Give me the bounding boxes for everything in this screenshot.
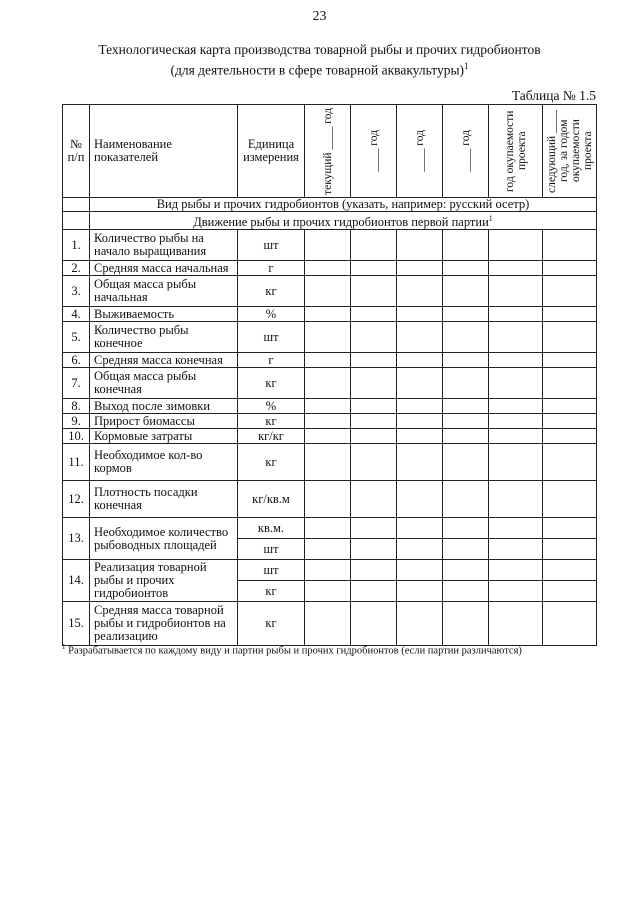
row-unit: кг bbox=[238, 414, 305, 429]
value-cell[interactable] bbox=[489, 322, 543, 353]
value-cell[interactable] bbox=[489, 444, 543, 481]
row-num: 4. bbox=[63, 307, 90, 322]
section-movement bbox=[90, 212, 597, 230]
value-cell[interactable] bbox=[351, 230, 397, 261]
value-cell[interactable] bbox=[543, 602, 597, 646]
value-cell[interactable] bbox=[397, 353, 443, 368]
table-row bbox=[63, 429, 597, 444]
row-num: 9. bbox=[63, 414, 90, 429]
value-cell[interactable] bbox=[543, 444, 597, 481]
value-cell[interactable] bbox=[351, 307, 397, 322]
table-row bbox=[63, 307, 597, 322]
row-num: 1. bbox=[63, 230, 90, 261]
footnote-text: Разрабатывается по каждому виду и партии рыбы и прочих гидробионтов (если партии различаются) bbox=[68, 645, 522, 657]
title-line-1: Технологическая карта производства товарной рыбы и прочих гидробионтов bbox=[98, 42, 541, 57]
tech-card-table bbox=[62, 104, 597, 646]
row-unit: кг bbox=[238, 581, 305, 602]
value-cell[interactable] bbox=[543, 353, 597, 368]
row-unit: % bbox=[238, 399, 305, 414]
row-num: 14. bbox=[63, 560, 90, 602]
value-cell[interactable] bbox=[305, 602, 351, 646]
table-row bbox=[63, 444, 597, 481]
value-cell[interactable] bbox=[397, 518, 443, 539]
header-num: № п/п bbox=[63, 105, 90, 198]
header-year-4: ____ год bbox=[459, 130, 472, 172]
value-cell[interactable] bbox=[305, 581, 351, 602]
value-cell[interactable] bbox=[443, 560, 489, 581]
value-cell[interactable] bbox=[397, 560, 443, 581]
row-unit: кг bbox=[238, 444, 305, 481]
value-cell[interactable] bbox=[351, 322, 397, 353]
section-row bbox=[63, 212, 597, 230]
table-row bbox=[63, 261, 597, 276]
value-cell[interactable] bbox=[305, 322, 351, 353]
value-cell[interactable] bbox=[443, 261, 489, 276]
value-cell[interactable] bbox=[443, 353, 489, 368]
value-cell[interactable] bbox=[489, 560, 543, 581]
row-name: Общая масса рыбы начальная bbox=[90, 276, 238, 307]
section-species: Вид рыбы и прочих гидробионтов (указать, например: русский осетр) bbox=[90, 198, 597, 212]
page-title bbox=[0, 42, 639, 79]
row-name: Средняя масса конечная bbox=[90, 353, 238, 368]
row-unit: % bbox=[238, 307, 305, 322]
header-year-3: ____ год bbox=[413, 130, 426, 172]
value-cell[interactable] bbox=[489, 414, 543, 429]
value-cell[interactable] bbox=[543, 307, 597, 322]
value-cell[interactable] bbox=[543, 560, 597, 581]
value-cell[interactable] bbox=[543, 481, 597, 518]
value-cell[interactable] bbox=[305, 560, 351, 581]
footnote bbox=[62, 643, 522, 657]
value-cell[interactable] bbox=[351, 276, 397, 307]
value-cell[interactable] bbox=[305, 414, 351, 429]
value-cell[interactable] bbox=[397, 276, 443, 307]
value-cell[interactable] bbox=[351, 353, 397, 368]
row-name: Количество рыбы на начало выращивания bbox=[90, 230, 238, 261]
title-line-2-text: (для деятельности в сфере товарной аквакультуры) bbox=[170, 62, 465, 78]
value-cell[interactable] bbox=[397, 307, 443, 322]
value-cell[interactable] bbox=[543, 261, 597, 276]
row-name: Плотность посадки конечная bbox=[90, 481, 238, 518]
value-cell[interactable] bbox=[351, 539, 397, 560]
table-row bbox=[63, 353, 597, 368]
value-cell[interactable] bbox=[543, 429, 597, 444]
section-footnote-mark: 1 bbox=[488, 214, 493, 223]
value-cell[interactable] bbox=[351, 602, 397, 646]
value-cell[interactable] bbox=[305, 261, 351, 276]
value-cell[interactable] bbox=[305, 539, 351, 560]
footnote-mark: 1 bbox=[62, 643, 66, 651]
value-cell[interactable] bbox=[305, 230, 351, 261]
value-cell[interactable] bbox=[305, 353, 351, 368]
header-year-cell bbox=[443, 105, 489, 198]
value-cell[interactable] bbox=[489, 353, 543, 368]
row-unit: шт bbox=[238, 230, 305, 261]
value-cell[interactable] bbox=[543, 518, 597, 539]
value-cell[interactable] bbox=[443, 602, 489, 646]
table-row bbox=[63, 481, 597, 518]
value-cell[interactable] bbox=[543, 414, 597, 429]
value-cell[interactable] bbox=[489, 602, 543, 646]
table-cell bbox=[63, 212, 90, 230]
table-row bbox=[63, 602, 597, 646]
value-cell[interactable] bbox=[489, 307, 543, 322]
value-cell[interactable] bbox=[443, 429, 489, 444]
value-cell[interactable] bbox=[543, 539, 597, 560]
value-cell[interactable] bbox=[543, 230, 597, 261]
row-name: Общая масса рыбы конечная bbox=[90, 368, 238, 399]
value-cell[interactable] bbox=[305, 368, 351, 399]
value-cell[interactable] bbox=[351, 560, 397, 581]
value-cell[interactable] bbox=[443, 539, 489, 560]
table-row bbox=[63, 518, 597, 539]
value-cell[interactable] bbox=[305, 481, 351, 518]
value-cell[interactable] bbox=[443, 276, 489, 307]
row-unit: кг bbox=[238, 276, 305, 307]
value-cell[interactable] bbox=[351, 429, 397, 444]
value-cell[interactable] bbox=[397, 444, 443, 481]
value-cell[interactable] bbox=[351, 414, 397, 429]
value-cell[interactable] bbox=[397, 261, 443, 276]
row-num: 13. bbox=[63, 518, 90, 560]
value-cell[interactable] bbox=[305, 276, 351, 307]
header-year-cell bbox=[351, 105, 397, 198]
value-cell[interactable] bbox=[397, 539, 443, 560]
value-cell[interactable] bbox=[443, 399, 489, 414]
header-year-next: следующий ____ год, за годом окупаемости проекта bbox=[545, 109, 594, 193]
value-cell[interactable] bbox=[543, 581, 597, 602]
header-year-cell bbox=[543, 105, 597, 198]
row-name: Прирост биомассы bbox=[90, 414, 238, 429]
row-num: 2. bbox=[63, 261, 90, 276]
row-name: Кормовые затраты bbox=[90, 429, 238, 444]
value-cell[interactable] bbox=[305, 444, 351, 481]
value-cell[interactable] bbox=[351, 581, 397, 602]
table-row bbox=[63, 230, 597, 261]
value-cell[interactable] bbox=[397, 429, 443, 444]
value-cell[interactable] bbox=[351, 399, 397, 414]
value-cell[interactable] bbox=[443, 307, 489, 322]
header-year-cell bbox=[489, 105, 543, 198]
value-cell[interactable] bbox=[305, 429, 351, 444]
section-movement-text: Движение рыбы и прочих гидробионтов первой партии bbox=[193, 215, 489, 230]
row-unit: г bbox=[238, 261, 305, 276]
value-cell[interactable] bbox=[397, 602, 443, 646]
table-row bbox=[63, 560, 597, 581]
row-num: 11. bbox=[63, 444, 90, 481]
header-year-cell bbox=[305, 105, 351, 198]
title-line-2 bbox=[0, 58, 639, 79]
header-year-payback: год окупаемости проекта bbox=[503, 110, 528, 192]
row-num: 10. bbox=[63, 429, 90, 444]
value-cell[interactable] bbox=[351, 444, 397, 481]
value-cell[interactable] bbox=[305, 518, 351, 539]
row-name: Необходимое количество рыбоводных площадей bbox=[90, 518, 238, 560]
row-name: Необходимое кол-во кормов bbox=[90, 444, 238, 481]
row-num: 5. bbox=[63, 322, 90, 353]
title-footnote-mark: 1 bbox=[464, 61, 469, 71]
header-unit: Единица измерения bbox=[238, 105, 305, 198]
row-unit: кв.м. bbox=[238, 518, 305, 539]
value-cell[interactable] bbox=[489, 261, 543, 276]
row-unit: кг/кв.м bbox=[238, 481, 305, 518]
value-cell[interactable] bbox=[489, 518, 543, 539]
value-cell[interactable] bbox=[489, 581, 543, 602]
value-cell[interactable] bbox=[397, 368, 443, 399]
row-unit: кг bbox=[238, 368, 305, 399]
row-unit: шт bbox=[238, 560, 305, 581]
value-cell[interactable] bbox=[397, 481, 443, 518]
page-number: 23 bbox=[312, 9, 327, 24]
value-cell[interactable] bbox=[489, 368, 543, 399]
row-name: Средняя масса товарной рыбы и гидробионтов на реализацию bbox=[90, 602, 238, 646]
header-name: Наименование показателей bbox=[90, 105, 238, 198]
row-num: 3. bbox=[63, 276, 90, 307]
header-year-2: ____ год bbox=[367, 130, 380, 172]
value-cell[interactable] bbox=[305, 307, 351, 322]
value-cell[interactable] bbox=[543, 368, 597, 399]
value-cell[interactable] bbox=[397, 581, 443, 602]
row-name: Выход после зимовки bbox=[90, 399, 238, 414]
value-cell[interactable] bbox=[351, 518, 397, 539]
value-cell[interactable] bbox=[443, 481, 489, 518]
row-unit: г bbox=[238, 353, 305, 368]
table-row bbox=[63, 399, 597, 414]
value-cell[interactable] bbox=[489, 429, 543, 444]
table-row bbox=[63, 368, 597, 399]
table-cell bbox=[63, 198, 90, 212]
value-cell[interactable] bbox=[489, 481, 543, 518]
row-unit: шт bbox=[238, 539, 305, 560]
row-name: Средняя масса начальная bbox=[90, 261, 238, 276]
value-cell[interactable] bbox=[305, 399, 351, 414]
header-year-current: текущий ____ год bbox=[321, 107, 334, 195]
value-cell[interactable] bbox=[397, 414, 443, 429]
value-cell[interactable] bbox=[489, 399, 543, 414]
row-name: Количество рыбы конечное bbox=[90, 322, 238, 353]
row-num: 12. bbox=[63, 481, 90, 518]
value-cell[interactable] bbox=[543, 399, 597, 414]
value-cell[interactable] bbox=[443, 368, 489, 399]
value-cell[interactable] bbox=[351, 481, 397, 518]
value-cell[interactable] bbox=[443, 444, 489, 481]
row-num: 8. bbox=[63, 399, 90, 414]
value-cell[interactable] bbox=[397, 230, 443, 261]
value-cell[interactable] bbox=[397, 399, 443, 414]
value-cell[interactable] bbox=[543, 276, 597, 307]
table-header-row bbox=[63, 105, 597, 198]
value-cell[interactable] bbox=[489, 276, 543, 307]
value-cell[interactable] bbox=[543, 322, 597, 353]
value-cell[interactable] bbox=[397, 322, 443, 353]
value-cell[interactable] bbox=[351, 368, 397, 399]
table-caption: Таблица № 1.5 bbox=[511, 88, 596, 103]
row-name: Выживаемость bbox=[90, 307, 238, 322]
section-row bbox=[63, 198, 597, 212]
table-row bbox=[63, 276, 597, 307]
value-cell[interactable] bbox=[443, 414, 489, 429]
row-unit: кг/кг bbox=[238, 429, 305, 444]
header-year-cell bbox=[397, 105, 443, 198]
value-cell[interactable] bbox=[489, 230, 543, 261]
row-unit: кг bbox=[238, 602, 305, 646]
value-cell[interactable] bbox=[351, 261, 397, 276]
row-num: 6. bbox=[63, 353, 90, 368]
table-row bbox=[63, 322, 597, 353]
table-row bbox=[63, 414, 597, 429]
value-cell[interactable] bbox=[443, 322, 489, 353]
row-num: 7. bbox=[63, 368, 90, 399]
value-cell[interactable] bbox=[443, 230, 489, 261]
row-name: Реализация товарной рыбы и прочих гидробионтов bbox=[90, 560, 238, 602]
value-cell[interactable] bbox=[489, 539, 543, 560]
value-cell[interactable] bbox=[443, 581, 489, 602]
value-cell[interactable] bbox=[443, 518, 489, 539]
row-num: 15. bbox=[63, 602, 90, 646]
row-unit: шт bbox=[238, 322, 305, 353]
